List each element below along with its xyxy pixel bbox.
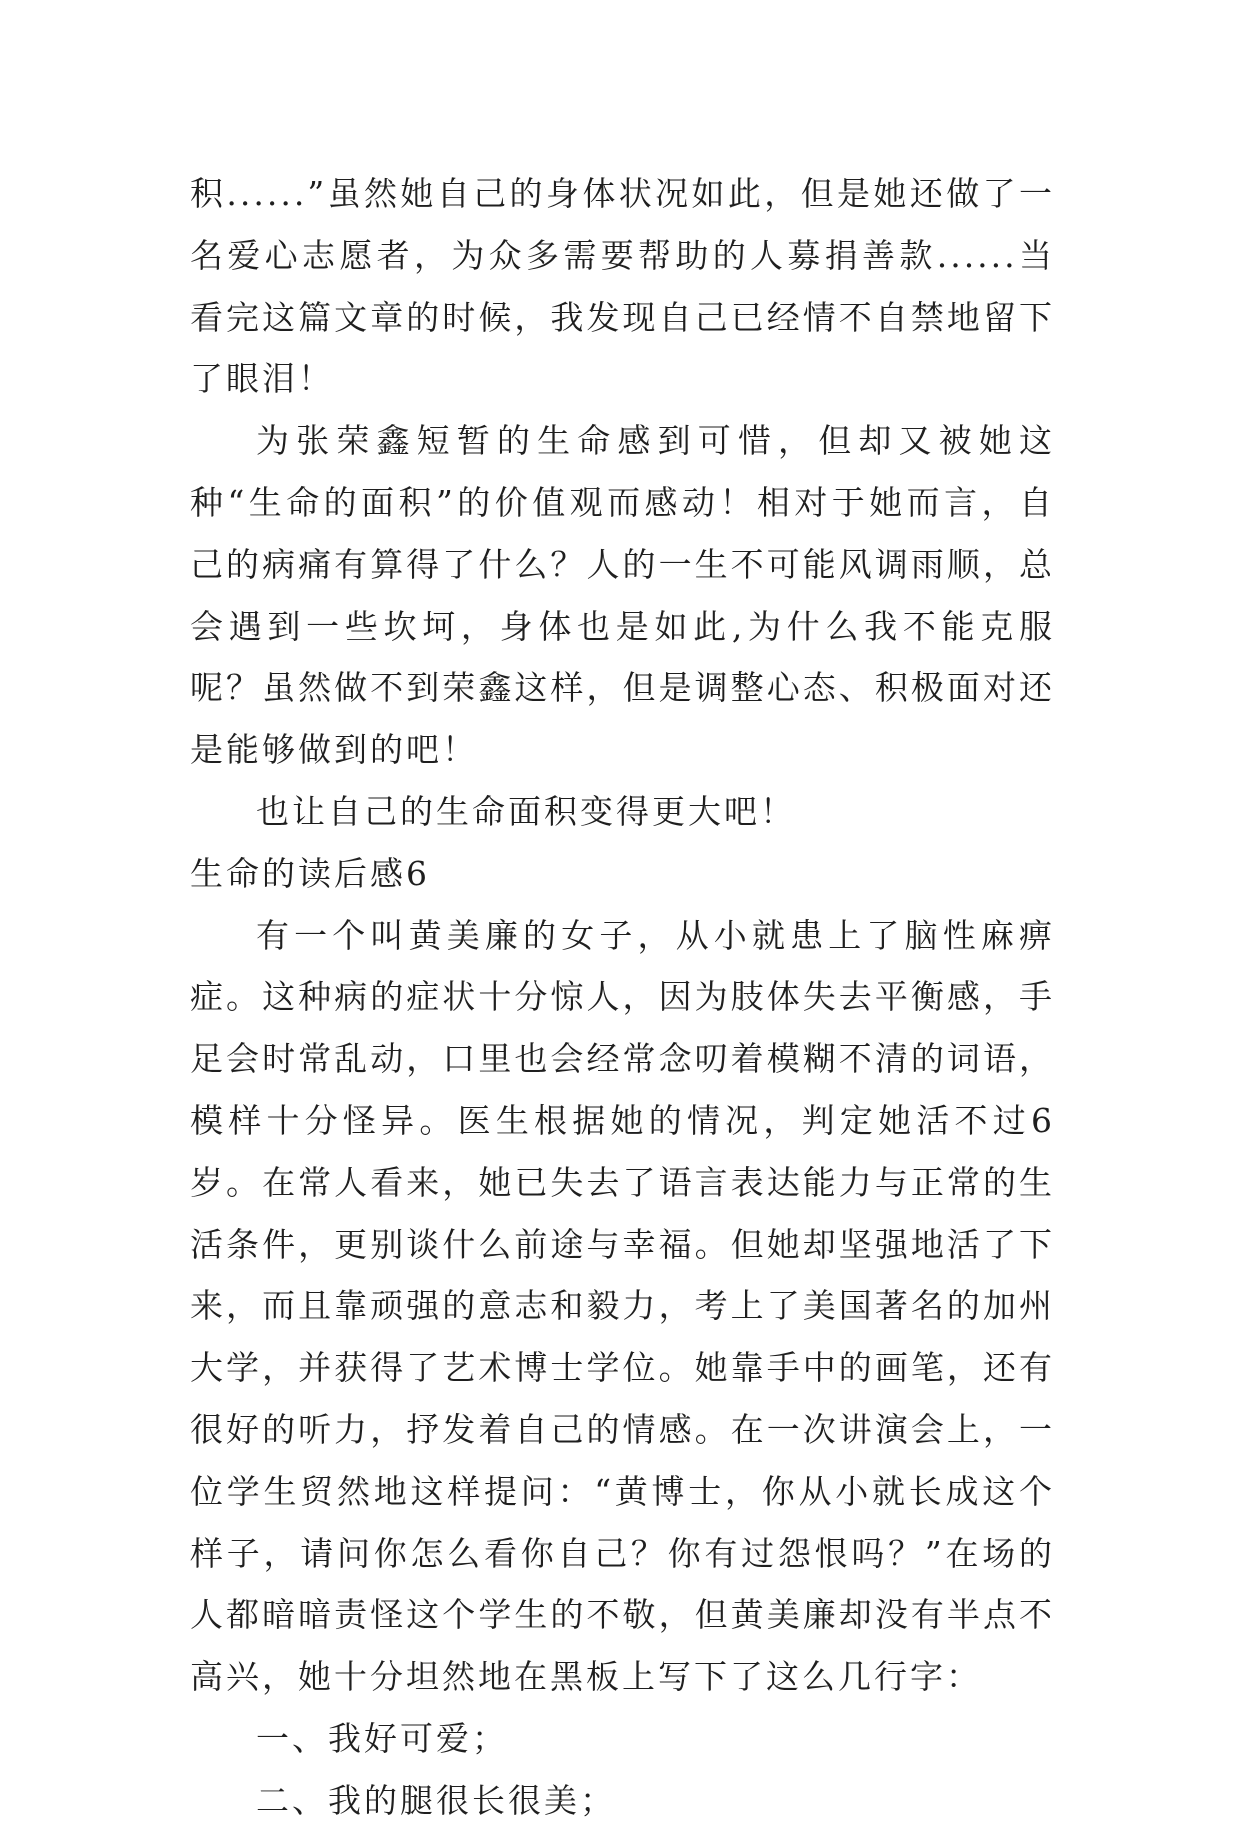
document-body [190, 163, 1055, 1832]
paragraph-continuation: 积......”虽然她自己的身体状况如此，但是她还做了一名爱心志愿者，为众多需要帮助的人募捐善款......当看完这篇文章的时候，我发现自己已经情不自禁地留下了眼泪！ [190, 174, 1055, 399]
paragraph-reflection: 为张荣鑫短暂的生命感到可惜，但却又被她这种“生命的面积”的价值观而感动！相对于她而言，自己的病痛有算得了什么？人的一生不可能风调雨顺，总会遇到一些坎坷，身体也是如此,为什么我不能克服呢？虽然做不到荣鑫这样，但是调整心态、积极面对还是能够做到的吧！ [190, 421, 1055, 770]
list-item-first: 一、我好可爱； [256, 1718, 508, 1758]
list-item-second: 二、我的腿很长很美； [256, 1780, 616, 1820]
paragraph-story: 有一个叫黄美廉的女子，从小就患上了脑性麻痹症。这种病的症状十分惊人，因为肢体失去平衡感，手足会时常乱动，口里也会经常念叨着模糊不清的词语，模样十分怪异。医生根据她的情况，判定她活不过6岁。在常人看来，她已失去了语言表达能力与正常的生活条件，更别谈什么前途与幸福。但她却坚强地活了下来，而且靠顽强的意志和毅力，考上了美国著名的加州大学，并获得了艺术博士学位。她靠手中的画笔，还有很好的听力，抒发着自己的情感。在一次讲演会上，一位学生贸然地这样提问：“黄博士，你从小就长成这个样子，请问你怎么看你自己？你有过怨恨吗？”在场的人都暗暗责怪这个学生的不敬，但黄美廉却没有半点不高兴，她十分坦然地在黑板上写下了这么几行字： [190, 915, 1055, 1697]
section-heading: 生命的读后感6 [190, 853, 430, 893]
paragraph-conclusion: 也让自己的生命面积变得更大吧！ [256, 791, 796, 831]
